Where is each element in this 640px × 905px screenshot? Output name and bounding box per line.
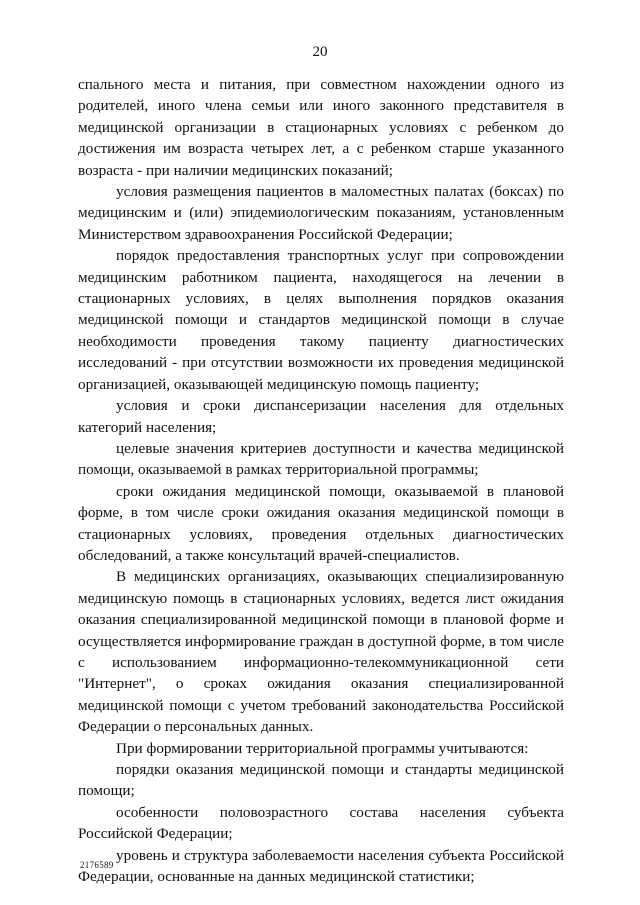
paragraph: При формировании территориальной программы учитываются: bbox=[116, 739, 529, 757]
paragraph: особенности половозрастного состава населения субъекта Российской Федерации; bbox=[78, 803, 564, 843]
document-code: 2176589 bbox=[80, 860, 114, 870]
paragraph: порядки оказания медицинской помощи и стандарты медицинской помощи; bbox=[78, 761, 564, 800]
paragraph: спального места и питания, при совместном нахождении одного из родителей, иного члена семьи или иного законного представителя в медицинской организации в стационарных условиях с ребенком до достижения им возраста четырех лет, а с ребенком старше указанного возраста - при наличии медицинских показаний; bbox=[78, 76, 564, 179]
document-body bbox=[78, 74, 564, 887]
paragraph: целевые значения критериев доступности и качества медицинской помощи, оказываемой в рамках территориальной программы; bbox=[78, 439, 564, 479]
paragraph: условия размещения пациентов в маломестных палатах (боксах) по медицинским и (или) эпидемиологическим показаниям, установленным Министерством здравоохранения Российской Федерации; bbox=[78, 183, 564, 243]
paragraph: уровень и структура заболеваемости населения субъекта Российской Федерации, основанные на данных медицинской статистики; bbox=[78, 846, 564, 886]
paragraph: сроки ожидания медицинской помощи, оказываемой в плановой форме, в том числе сроки ожидания оказания медицинской помощи в стационарных условиях, проведения отдельных диагностических обследований, а также консультаций врачей-специалистов. bbox=[78, 482, 564, 564]
paragraph: порядок предоставления транспортных услуг при сопровождении медицинским работником пациента, находящегося на лечении в стационарных условиях, в целях выполнения порядков оказания медицинской помощи и стандартов медицинской помощи в случае необходимости проведения такому пациенту диагностических исследований - при отсутствии возможности их проведения медицинской организацией, оказывающей медицинскую помощь пациенту; bbox=[78, 247, 564, 393]
paragraph: В медицинских организациях, оказывающих специализированную медицинскую помощь в стационарных условиях, ведется лист ожидания оказания специализированной медицинской помощи в плановой форме и осуществляется информирование граждан в доступной форме, в том числе с использованием информационно-телекоммуникационной сети "Интернет", о сроках ожидания оказания специализированной медицинской помощи с учетом требований законодательства Российской Федерации о персональных данных. bbox=[78, 568, 564, 736]
paragraph: условия и сроки диспансеризации населения для отдельных категорий населения; bbox=[78, 397, 564, 436]
page-number: 20 bbox=[312, 44, 328, 60]
